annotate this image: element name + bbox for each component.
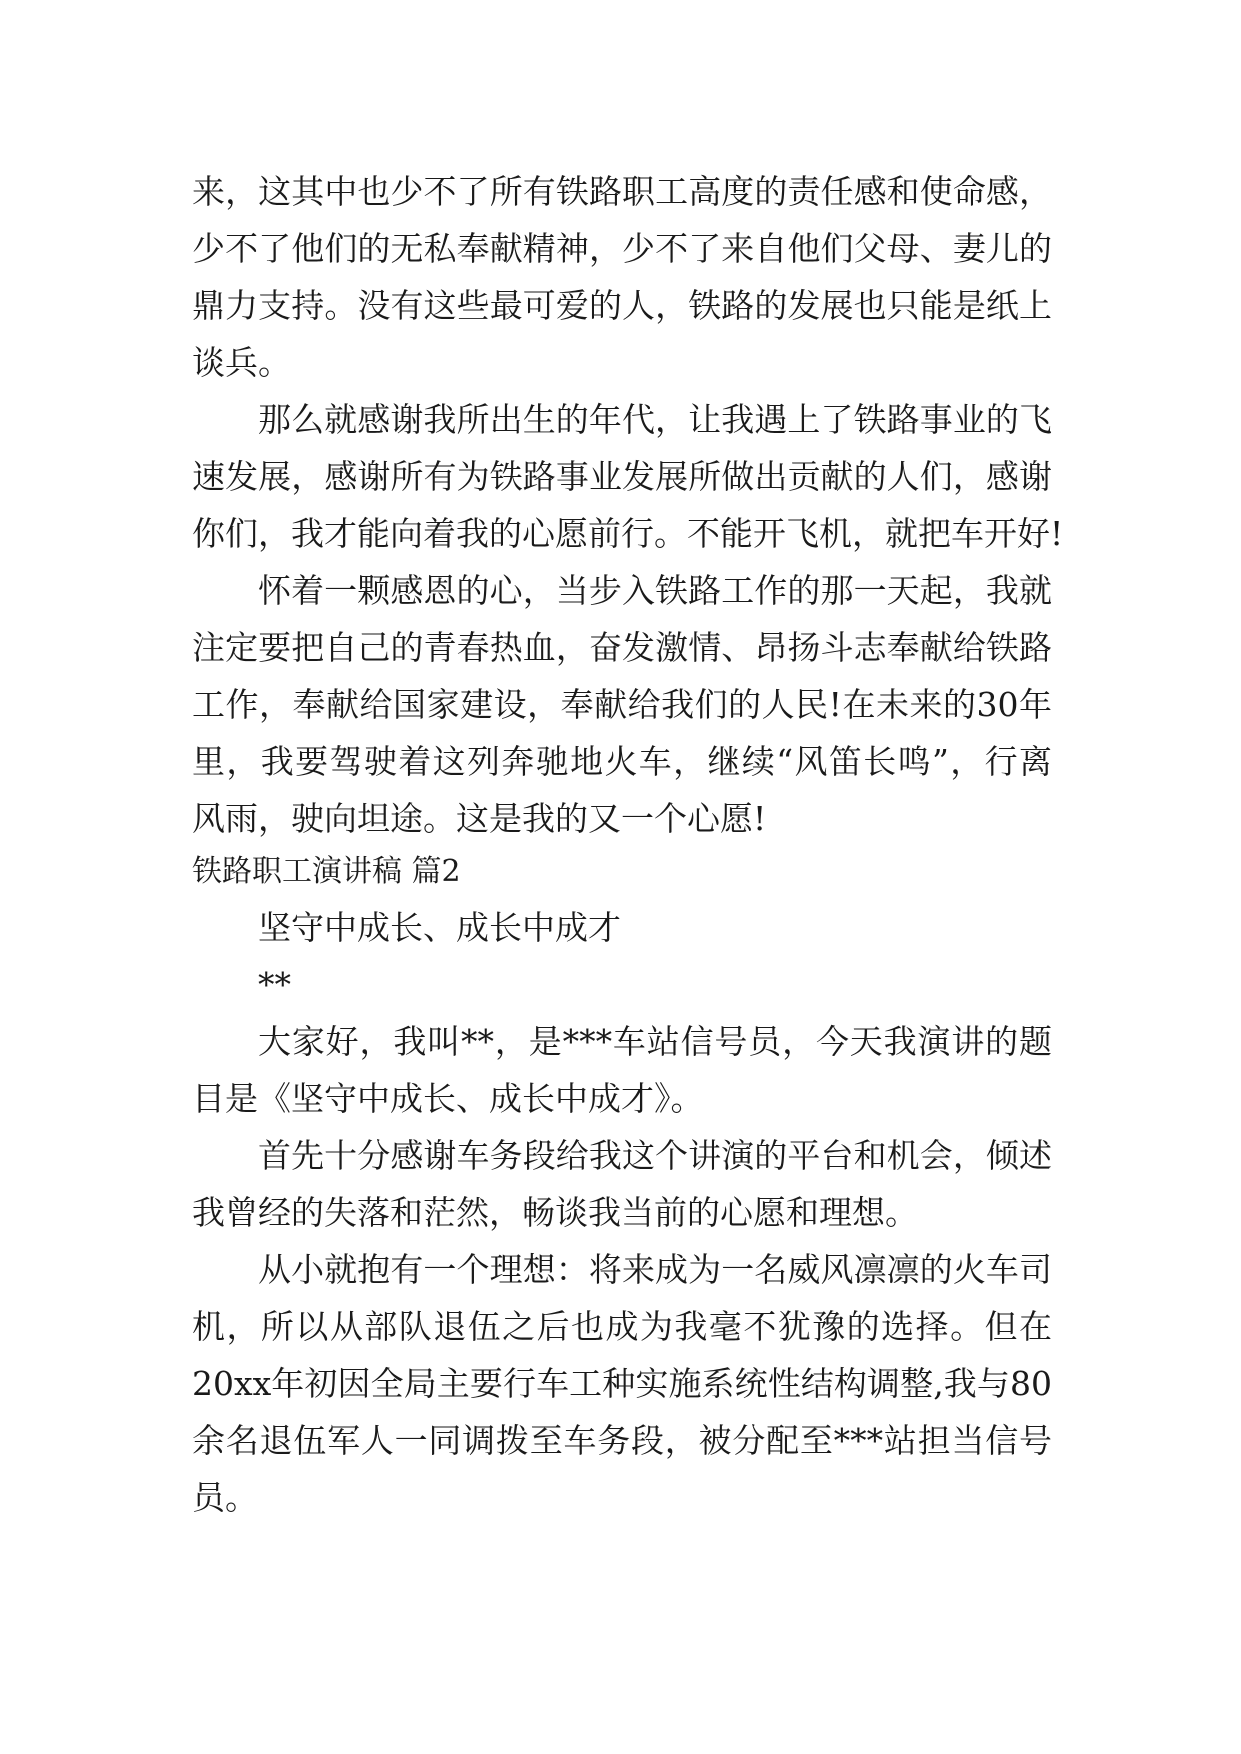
text-line: 员。 — [192, 1478, 258, 1517]
text-line: 目是《坚守中成长、成长中成才》。 — [192, 1079, 704, 1118]
text-line: 机，所以从部队退伍之后也成为我毫不犹豫的选择。但在 — [192, 1307, 1052, 1346]
text-line: 怀着一颗感恩的心，当步入铁路工作的那一天起，我就 — [258, 571, 1052, 610]
text-line: 从小就抱有一个理想：将来成为一名威风凛凛的火车司 — [258, 1250, 1052, 1289]
section-heading: 铁路职工演讲稿 篇2 — [192, 854, 461, 889]
text-line: 你们，我才能向着我的心愿前行。不能开飞机，就把车开好! — [192, 514, 1064, 553]
text-line: 速发展，感谢所有为铁路事业发展所做出贡献的人们，感谢 — [192, 457, 1052, 496]
speech-title: 坚守中成长、成长中成才 — [258, 908, 621, 947]
text-line: 大家好，我叫**，是***车站信号员，今天我演讲的题 — [258, 1022, 1052, 1061]
text-line: 里，我要驾驶着这列奔驰地火车，继续“风笛长鸣”，行离 — [192, 742, 1052, 781]
text-line: 我曾经的失落和茫然，畅谈我当前的心愿和理想。 — [192, 1193, 918, 1232]
text-line: 少不了他们的无私奉献精神，少不了来自他们父母、妻儿的 — [192, 229, 1052, 268]
text-line: 工作，奉献给国家建设，奉献给我们的人民!在未来的30年 — [192, 685, 1052, 724]
text-line: 那么就感谢我所出生的年代，让我遇上了铁路事业的飞 — [258, 400, 1052, 439]
text-line: 风雨，驶向坦途。这是我的又一个心愿! — [192, 799, 767, 838]
text-line: 余名退伍军人一同调拨至车务段，被分配至***站担当信号 — [192, 1421, 1052, 1460]
text-line: 注定要把自己的青春热血，奋发激情、昂扬斗志奉献给铁路 — [192, 628, 1052, 667]
speaker-name: ** — [258, 965, 291, 1004]
text-line: 20xx年初因全局主要行车工种实施系统性结构调整,我与80 — [192, 1364, 1052, 1403]
text-line: 首先十分感谢车务段给我这个讲演的平台和机会，倾述 — [258, 1136, 1052, 1175]
text-line: 谈兵。 — [192, 343, 291, 382]
text-line: 来，这其中也少不了所有铁路职工高度的责任感和使命感， — [192, 172, 1052, 211]
text-line: 鼎力支持。没有这些最可爱的人，铁路的发展也只能是纸上 — [192, 286, 1052, 325]
